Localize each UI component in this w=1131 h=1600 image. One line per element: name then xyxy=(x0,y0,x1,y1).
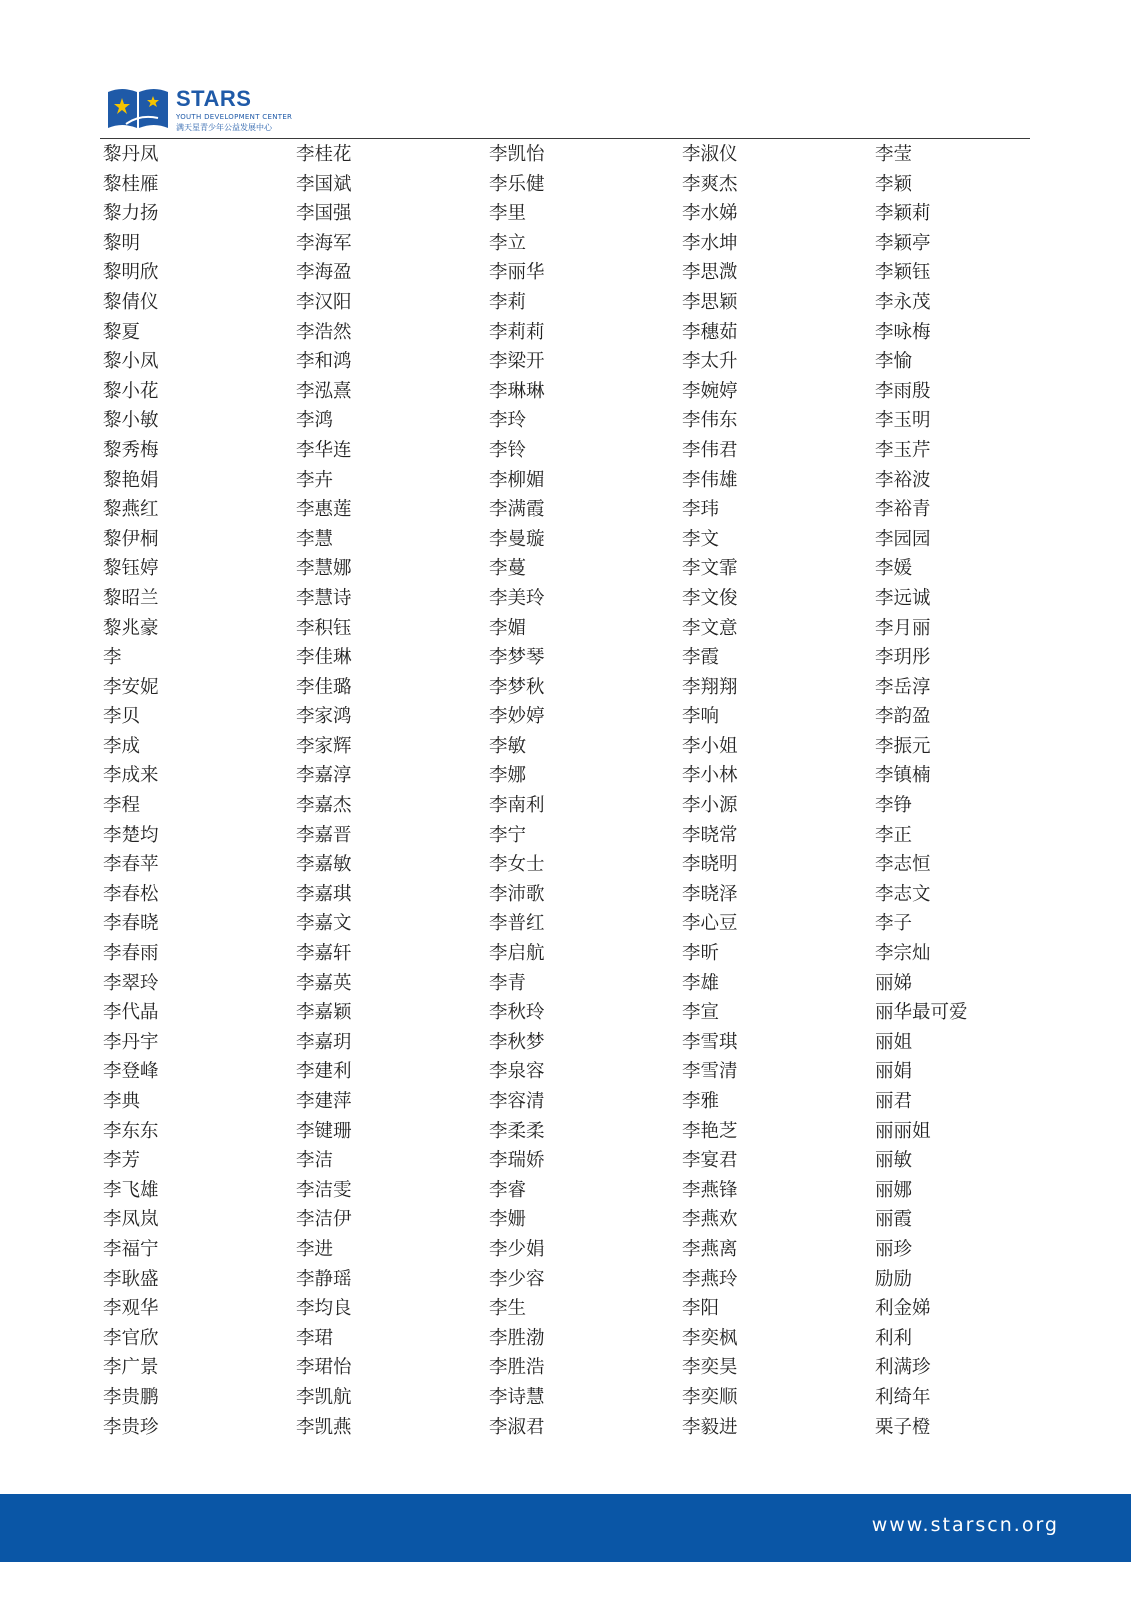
name-entry: 李里 xyxy=(489,203,527,225)
name-entry: 黎秀梅 xyxy=(103,439,159,461)
name-entry: 李贵鹏 xyxy=(103,1386,159,1408)
name-entry: 李丹宇 xyxy=(103,1031,159,1053)
name-entry: 李文 xyxy=(682,528,720,550)
name-entry: 黎燕红 xyxy=(103,499,159,521)
name-entry: 丽娣 xyxy=(875,972,913,994)
name-entry: 李嘉晋 xyxy=(296,824,352,846)
name-entry: 李生 xyxy=(489,1298,527,1320)
name-entry: 李少娟 xyxy=(489,1238,545,1260)
name-entry: 李永茂 xyxy=(875,291,931,313)
name-entry: 李媚 xyxy=(489,617,527,639)
name-entry: 李雅 xyxy=(682,1091,720,1112)
name-entry: 李响 xyxy=(682,706,720,728)
name-entry: 李水娣 xyxy=(682,203,738,225)
name-entry: 黎小敏 xyxy=(103,410,159,432)
name-entry: 李晓明 xyxy=(682,854,738,876)
name-entry: 黎明 xyxy=(103,232,141,254)
name-entry: 李玲 xyxy=(489,410,527,432)
name-entry: 李嘉文 xyxy=(296,913,352,935)
name-entry: 丽敏 xyxy=(875,1150,913,1172)
name-entry: 李奕顺 xyxy=(682,1386,738,1408)
name-entry: 李福宁 xyxy=(103,1238,159,1260)
name-entry: 黎力扬 xyxy=(103,203,159,225)
name-entry: 励励 xyxy=(875,1268,913,1290)
name-entry: 李和鸿 xyxy=(296,351,352,373)
name-entry: 丽华最可爱 xyxy=(875,1002,968,1024)
name-entry: 丽娜 xyxy=(875,1179,913,1201)
names-list xyxy=(103,140,1033,1442)
name-entry: 李莉莉 xyxy=(489,321,545,343)
name-entry: 黎桂雁 xyxy=(103,173,159,195)
brand-subtitle-en: YOUTH DEVELOPMENT CENTER xyxy=(176,113,293,121)
page-header xyxy=(100,78,1030,139)
name-entry: 李宗灿 xyxy=(875,943,931,965)
name-entry: 李胜渤 xyxy=(489,1327,545,1349)
name-entry: 李贵珍 xyxy=(103,1416,159,1438)
name-entry: 李嘉颖 xyxy=(296,1002,352,1024)
name-entry: 黎兆豪 xyxy=(103,617,159,639)
name-entry: 李月丽 xyxy=(875,617,931,639)
name-entry: 李珺怡 xyxy=(296,1357,352,1379)
name-entry: 黎钰婷 xyxy=(103,558,159,580)
name-entry: 李思颖 xyxy=(682,291,738,313)
name-entry: 李容清 xyxy=(489,1091,545,1112)
name-entry: 李心豆 xyxy=(682,913,738,935)
name-entry: 李海盈 xyxy=(296,262,352,284)
name-entry: 利绮年 xyxy=(875,1386,931,1408)
name-entry: 李雨殷 xyxy=(875,380,931,402)
name-entry: 李建萍 xyxy=(296,1091,352,1112)
name-entry: 李静瑶 xyxy=(296,1268,352,1290)
name-entry: 李颖莉 xyxy=(875,203,931,225)
name-entry: 李成来 xyxy=(103,765,159,787)
name-entry: 李进 xyxy=(296,1238,334,1260)
name-entry: 李伟君 xyxy=(682,439,738,461)
name-entry: 李昕 xyxy=(682,943,720,965)
name-entry: 李淑仪 xyxy=(682,144,738,165)
name-entry: 李小姐 xyxy=(682,735,738,757)
name-entry: 李晓常 xyxy=(682,824,738,846)
name-entry: 李小源 xyxy=(682,795,738,817)
name-entry: 黎艳娟 xyxy=(103,469,159,491)
name-entry: 李乐健 xyxy=(489,173,545,195)
name-entry: 李镇楠 xyxy=(875,765,931,787)
name-entry: 丽丽姐 xyxy=(875,1120,931,1142)
name-entry: 李柳媚 xyxy=(489,469,545,491)
name-entry: 丽娟 xyxy=(875,1061,913,1083)
name-entry: 李颖 xyxy=(875,173,913,195)
name-entry: 李岳淳 xyxy=(875,676,931,698)
name-entry: 李凯燕 xyxy=(296,1416,352,1438)
name-entry: 李春松 xyxy=(103,883,159,905)
name-entry: 李志恒 xyxy=(875,854,931,876)
name-entry: 李宁 xyxy=(489,824,527,846)
name-entry: 李铃 xyxy=(489,439,527,461)
name-entry: 李珺 xyxy=(296,1327,334,1349)
name-entry: 李毅进 xyxy=(682,1416,738,1438)
name-entry: 李满霞 xyxy=(489,499,545,521)
name-entry: 李梦琴 xyxy=(489,647,545,669)
name-entry: 李代晶 xyxy=(103,1002,159,1024)
name-entry: 李玥彤 xyxy=(875,647,931,669)
name-entry: 李裕青 xyxy=(875,499,931,521)
stars-book-logo-icon xyxy=(106,84,170,132)
name-entry: 李淑君 xyxy=(489,1416,545,1438)
name-entry: 李琳琳 xyxy=(489,380,545,402)
name-entry: 李东东 xyxy=(103,1120,159,1142)
name-entry: 利利 xyxy=(875,1327,913,1349)
name-entry: 李燕锋 xyxy=(682,1179,738,1201)
name-entry: 李成 xyxy=(103,735,141,757)
name-entry: 李鸿 xyxy=(296,410,334,432)
name-entry: 李南利 xyxy=(489,795,545,817)
name-entry: 李伟东 xyxy=(682,410,738,432)
name-entry: 李汉阳 xyxy=(296,291,352,313)
name-entry: 李莉 xyxy=(489,291,527,313)
name-entry: 丽君 xyxy=(875,1091,913,1112)
name-entry: 李玉明 xyxy=(875,410,931,432)
website-url: www.starscn.org xyxy=(871,1514,1059,1536)
name-entry: 李洁雯 xyxy=(296,1179,352,1201)
name-entry: 李爽杰 xyxy=(682,173,738,195)
name-entry: 李太升 xyxy=(682,351,738,373)
name-entry: 李洁 xyxy=(296,1150,334,1172)
name-entry: 李奕枫 xyxy=(682,1327,738,1349)
name-entry: 李玮 xyxy=(682,499,720,521)
name-entry: 李姗 xyxy=(489,1209,527,1231)
name-entry: 李晓泽 xyxy=(682,883,738,905)
name-entry: 李雪清 xyxy=(682,1061,738,1083)
stars-logo xyxy=(106,84,336,134)
name-entry: 李浩然 xyxy=(296,321,352,343)
name-entry: 李海军 xyxy=(296,232,352,254)
name-entry: 李均良 xyxy=(296,1298,352,1320)
name-entry: 李燕欢 xyxy=(682,1209,738,1231)
name-entry: 李雄 xyxy=(682,972,720,994)
name-entry: 李志文 xyxy=(875,883,931,905)
name-entry: 李铮 xyxy=(875,795,913,817)
name-entry: 李美玲 xyxy=(489,587,545,609)
name-entry: 李桂花 xyxy=(296,144,352,165)
name-entry: 李秋梦 xyxy=(489,1031,545,1053)
name-entry: 李程 xyxy=(103,795,141,817)
name-entry: 李少容 xyxy=(489,1268,545,1290)
name-entry: 李小林 xyxy=(682,765,738,787)
name-entry: 李正 xyxy=(875,824,913,846)
name-entry: 黎明欣 xyxy=(103,262,159,284)
name-entry: 李文俊 xyxy=(682,587,738,609)
name-entry: 李翠玲 xyxy=(103,972,159,994)
name-entry: 李翔翔 xyxy=(682,676,738,698)
name-entry: 李诗慧 xyxy=(489,1386,545,1408)
name-entry: 李燕玲 xyxy=(682,1268,738,1290)
name-entry: 李敏 xyxy=(489,735,527,757)
name-entry: 黎小凤 xyxy=(103,351,159,373)
name-entry: 李国斌 xyxy=(296,173,352,195)
name-entry: 李洁伊 xyxy=(296,1209,352,1231)
name-entry: 李凯航 xyxy=(296,1386,352,1408)
name-entry: 李观华 xyxy=(103,1298,159,1320)
name-entry: 李登峰 xyxy=(103,1061,159,1083)
name-entry: 利满珍 xyxy=(875,1357,931,1379)
name-entry: 李嘉淳 xyxy=(296,765,352,787)
name-entry: 李奕昊 xyxy=(682,1357,738,1379)
name-entry: 李普红 xyxy=(489,913,545,935)
name-entry: 李佳璐 xyxy=(296,676,352,698)
name-entry: 李颖钰 xyxy=(875,262,931,284)
name-entry: 黎伊桐 xyxy=(103,528,159,550)
name-entry: 李振元 xyxy=(875,735,931,757)
name-entry: 李家辉 xyxy=(296,735,352,757)
name-entry: 李文意 xyxy=(682,617,738,639)
name-entry: 李妙婷 xyxy=(489,706,545,728)
name-entry: 李曼璇 xyxy=(489,528,545,550)
name-entry: 李雪琪 xyxy=(682,1031,738,1053)
name-entry: 丽霞 xyxy=(875,1209,913,1231)
name-entry: 李水坤 xyxy=(682,232,738,254)
name-entry: 李家鸿 xyxy=(296,706,352,728)
name-entry: 李泉容 xyxy=(489,1061,545,1083)
name-entry: 李广景 xyxy=(103,1357,159,1379)
name-entry: 李凤岚 xyxy=(103,1209,159,1231)
name-entry: 李慧诗 xyxy=(296,587,352,609)
name-entry: 李典 xyxy=(103,1091,141,1112)
name-entry: 李蔓 xyxy=(489,558,527,580)
name-entry: 李春晓 xyxy=(103,913,159,935)
name-entry: 李贝 xyxy=(103,706,141,728)
name-entry: 李霞 xyxy=(682,647,720,669)
name-entry: 李燕离 xyxy=(682,1238,738,1260)
name-entry: 李裕波 xyxy=(875,469,931,491)
name-entry: 丽珍 xyxy=(875,1238,913,1260)
name-entry: 李嘉轩 xyxy=(296,943,352,965)
name-entry: 李键珊 xyxy=(296,1120,352,1142)
name-entry: 李瑞娇 xyxy=(489,1150,545,1172)
name-entry: 黎丹凤 xyxy=(103,144,159,165)
name-entry: 李官欣 xyxy=(103,1327,159,1349)
name-entry: 李莹 xyxy=(875,144,913,165)
name-entry: 李慧娜 xyxy=(296,558,352,580)
name-entry: 李启航 xyxy=(489,943,545,965)
name-entry: 李丽华 xyxy=(489,262,545,284)
name-entry: 李远诚 xyxy=(875,587,931,609)
name-entry: 李凯怡 xyxy=(489,144,545,165)
name-entry: 李思溦 xyxy=(682,262,738,284)
name-entry: 李胜浩 xyxy=(489,1357,545,1379)
name-entry: 黎昭兰 xyxy=(103,587,159,609)
name-entry: 李佳琳 xyxy=(296,647,352,669)
name-entry: 李楚均 xyxy=(103,824,159,846)
brand-subtitle-cn: 满天星青少年公益发展中心 xyxy=(176,123,272,132)
name-entry: 李艳芝 xyxy=(682,1120,738,1142)
name-entry: 利金娣 xyxy=(875,1298,931,1320)
name-entry: 李梦秋 xyxy=(489,676,545,698)
name-entry: 李春雨 xyxy=(103,943,159,965)
name-entry: 李宣 xyxy=(682,1002,720,1024)
name-entry: 李韵盈 xyxy=(875,706,931,728)
name-entry: 李嘉玥 xyxy=(296,1031,352,1053)
name-entry: 李华连 xyxy=(296,439,352,461)
name-entry: 李穗茹 xyxy=(682,321,738,343)
name-entry: 李建利 xyxy=(296,1061,352,1083)
name-entry: 李婉婷 xyxy=(682,380,738,402)
page-footer xyxy=(0,1494,1131,1562)
name-entry: 李泓熹 xyxy=(296,380,352,402)
name-entry: 李飞雄 xyxy=(103,1179,159,1201)
name-entry: 李嘉杰 xyxy=(296,795,352,817)
name-entry: 李梁开 xyxy=(489,351,545,373)
name-entry: 李宴君 xyxy=(682,1150,738,1172)
name-entry: 李咏梅 xyxy=(875,321,931,343)
name-entry: 李女士 xyxy=(489,854,545,876)
name-entry: 李愉 xyxy=(875,351,913,373)
name-entry: 李娜 xyxy=(489,765,527,787)
name-entry: 李柔柔 xyxy=(489,1120,545,1142)
name-entry: 李 xyxy=(103,647,122,669)
name-entry: 李文霏 xyxy=(682,558,738,580)
name-entry: 李芳 xyxy=(103,1150,141,1172)
name-entry: 李园园 xyxy=(875,528,931,550)
name-entry: 李嘉琪 xyxy=(296,883,352,905)
name-entry: 李子 xyxy=(875,913,913,935)
brand-name: STARS xyxy=(176,86,252,111)
name-entry: 李立 xyxy=(489,232,527,254)
name-entry: 李卉 xyxy=(296,469,334,491)
name-entry: 李春苹 xyxy=(103,854,159,876)
name-entry: 李惠莲 xyxy=(296,499,352,521)
name-entry: 李沛歌 xyxy=(489,883,545,905)
name-entry: 李颖亭 xyxy=(875,232,931,254)
name-entry: 李青 xyxy=(489,972,527,994)
name-entry: 黎倩仪 xyxy=(103,291,159,313)
name-entry: 栗子橙 xyxy=(875,1416,931,1438)
name-entry: 李玉芹 xyxy=(875,439,931,461)
name-entry: 李积钰 xyxy=(296,617,352,639)
name-entry: 李伟雄 xyxy=(682,469,738,491)
name-entry: 李嘉敏 xyxy=(296,854,352,876)
name-entry: 李媛 xyxy=(875,558,913,580)
name-entry: 李慧 xyxy=(296,528,334,550)
name-entry: 李睿 xyxy=(489,1179,527,1201)
name-entry: 李阳 xyxy=(682,1298,720,1320)
name-entry: 李嘉英 xyxy=(296,972,352,994)
name-entry: 李安妮 xyxy=(103,676,159,698)
name-entry: 黎夏 xyxy=(103,321,141,343)
name-entry: 黎小花 xyxy=(103,380,159,402)
name-entry: 李秋玲 xyxy=(489,1002,545,1024)
name-entry: 丽姐 xyxy=(875,1031,913,1053)
name-entry: 李耿盛 xyxy=(103,1268,159,1290)
name-entry: 李国强 xyxy=(296,203,352,225)
